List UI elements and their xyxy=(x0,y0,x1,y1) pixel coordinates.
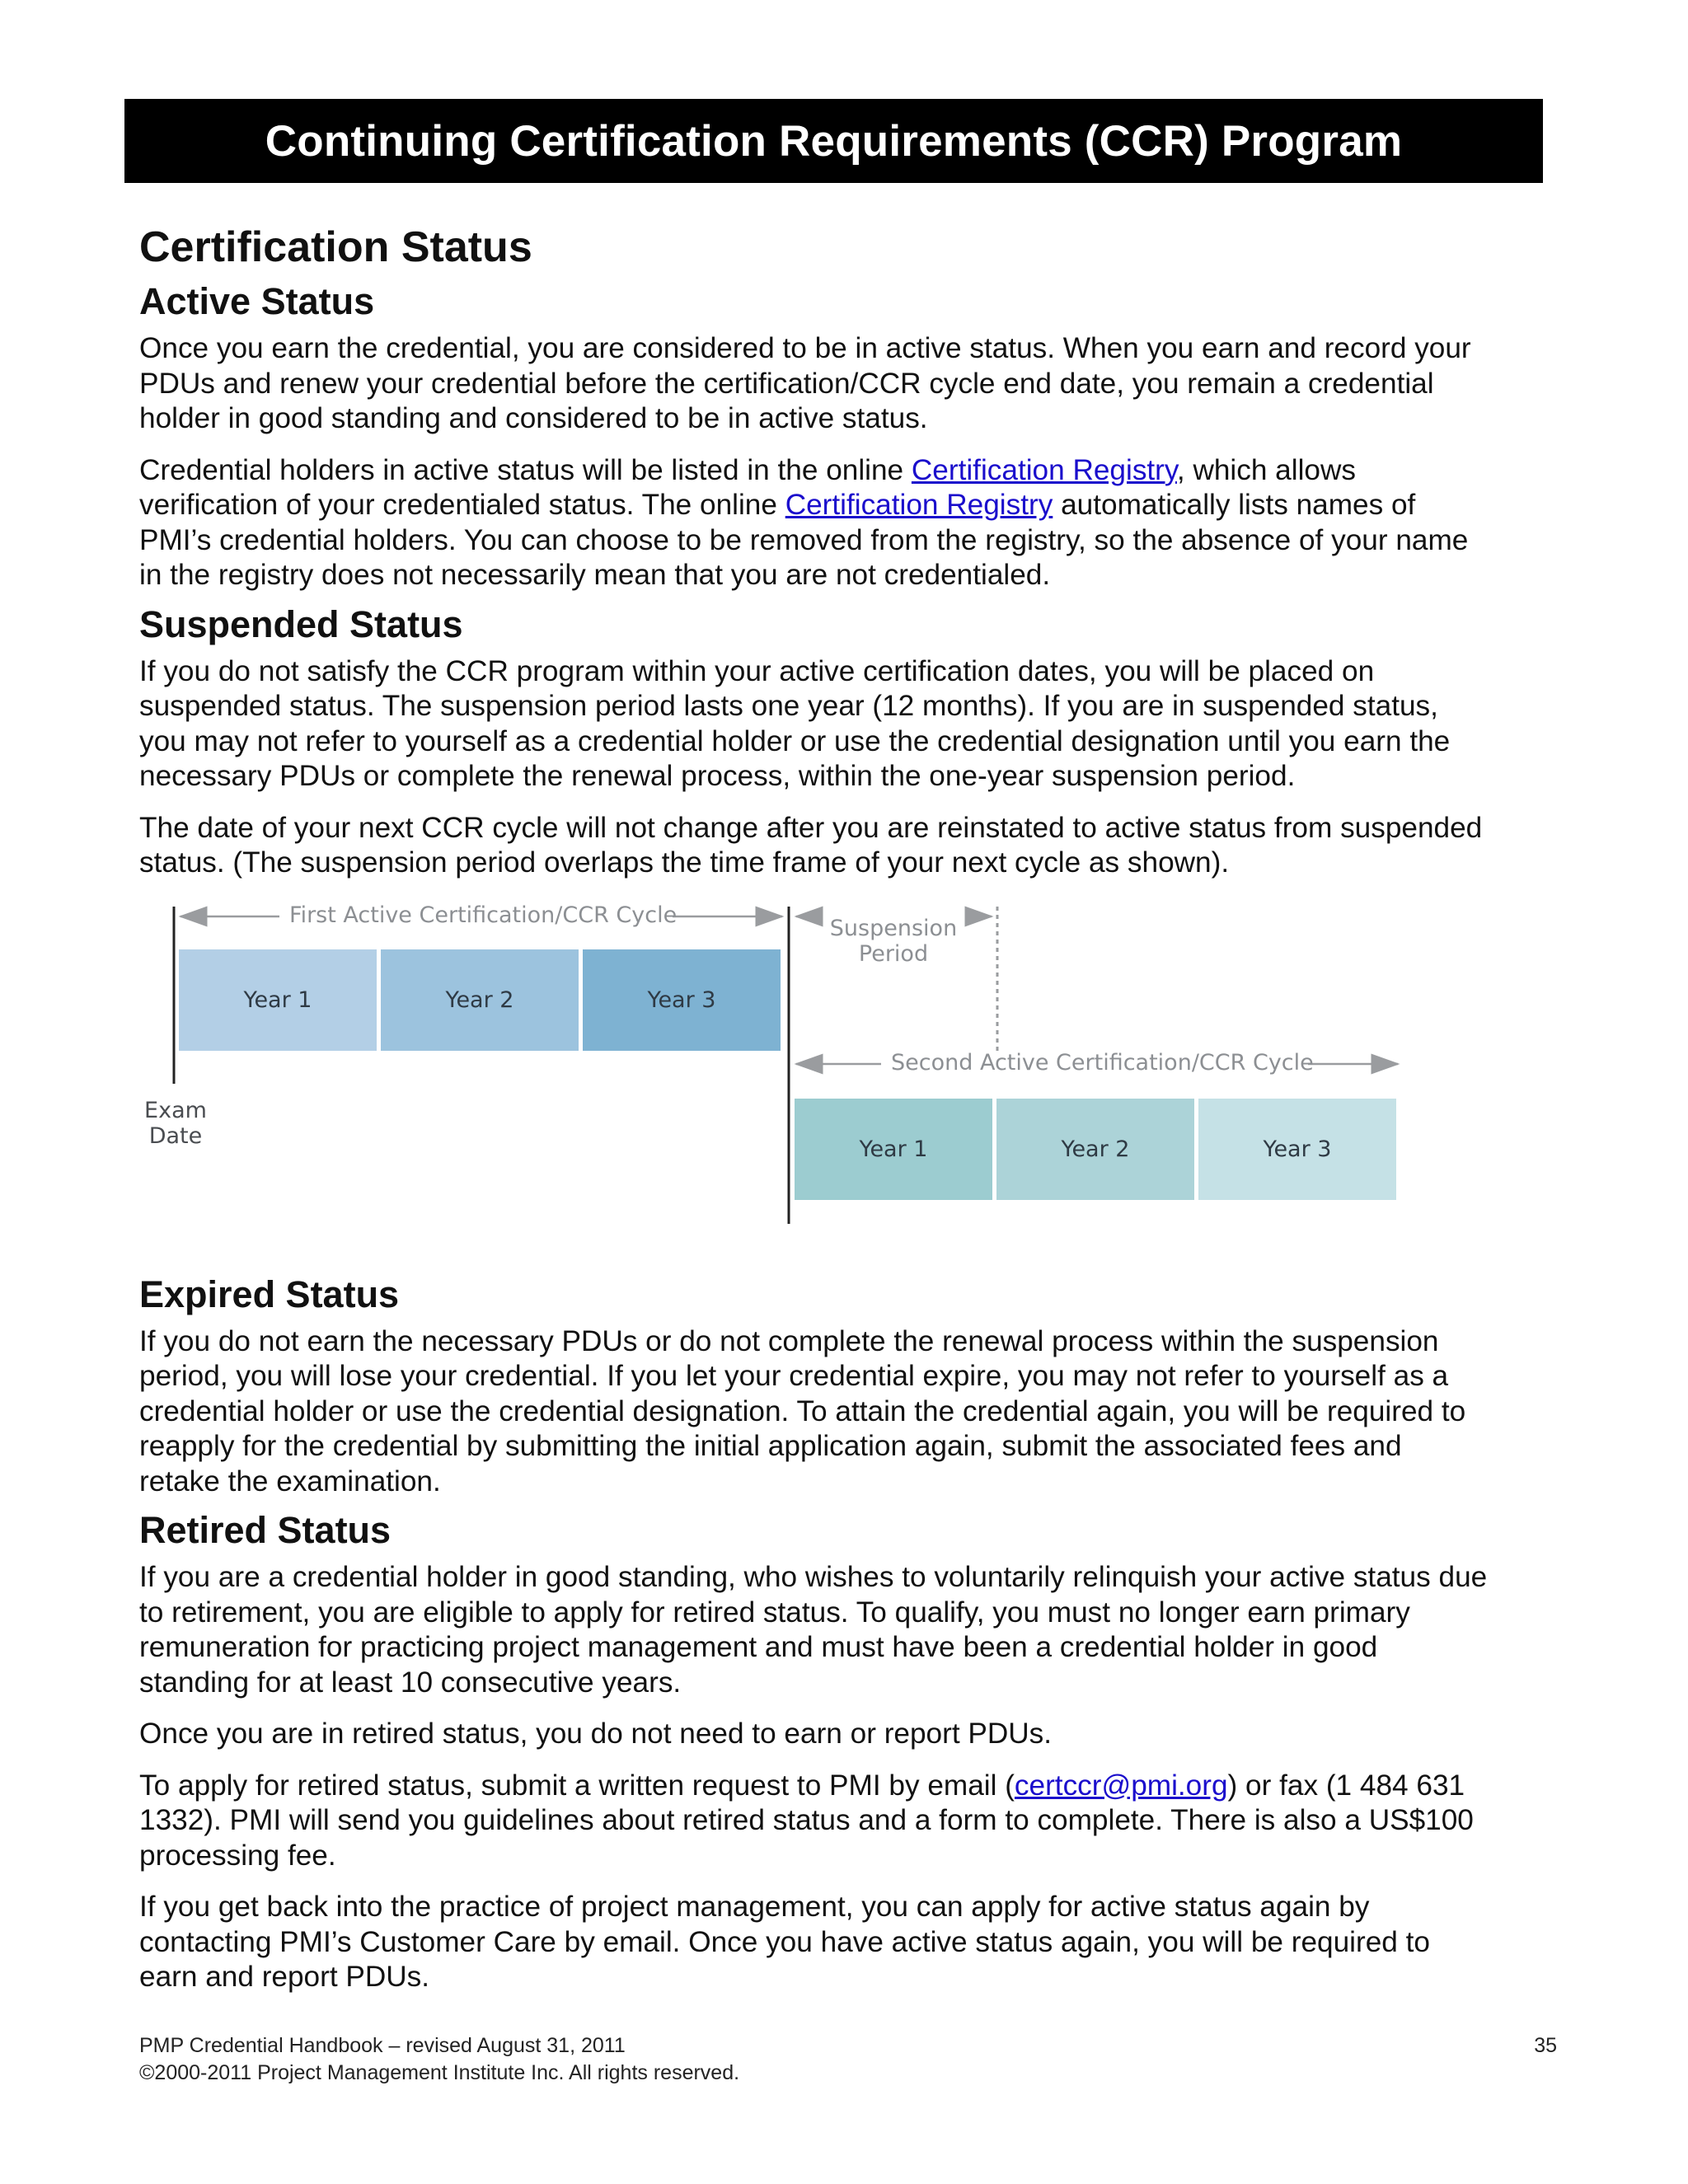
page-footer xyxy=(139,2032,1557,2087)
retired-paragraph-3: To apply for retired status, submit a written request to PMI by email (certccr@pmi.org) or fax (1 484 631 1332). PMI will send you guidelines about retired status and a form to complete. There is also a US$100 processing fee. xyxy=(139,1769,1474,1872)
page-title: Certification Status xyxy=(139,223,532,271)
first-cycle-year-3: Year 3 xyxy=(583,949,781,1051)
second-cycle-year-1: Year 1 xyxy=(795,1099,992,1200)
second-cycle-year-2: Year 2 xyxy=(996,1099,1194,1200)
certification-registry-link[interactable]: Certification Registry xyxy=(911,453,1177,486)
certification-registry-link-2[interactable]: Certification Registry xyxy=(785,489,1053,521)
footer-copyright-line: ©2000-2011 Project Management Institute Inc. All rights reserved. xyxy=(139,2061,740,2084)
certccr-email-link[interactable]: certccr@pmi.org xyxy=(1014,1769,1228,1802)
active-paragraph-1: Once you earn the credential, you are considered to be in active status. When you earn and record your PDUs and renew your credential before the certification/CCR cycle end date, you remain a credential holder in good standing and considered to be in active status. xyxy=(139,332,1471,434)
suspended-paragraph-2: The date of your next CCR cycle will not change after you are reinstated to active status from suspended status. (The suspension period overlaps the time frame of your next cycle as shown). xyxy=(139,811,1483,879)
second-cycle-year-3: Year 3 xyxy=(1198,1099,1396,1200)
suspension-label: Suspension Period xyxy=(829,915,958,967)
expired-paragraph-1: If you do not earn the necessary PDUs or do not complete the renewal process within the suspension period, you will lose your credential. If you let your credential expire, you may not refer to yourself as a credential holder or use the credential designation. To attain the credential again, you will be required to reapply for the credential by submitting the initial application again, submit the associated fees and retake the examination. xyxy=(139,1324,1466,1497)
exam-date-label: Exam Date xyxy=(144,1097,207,1149)
ccr-cycle-diagram xyxy=(139,902,1425,1265)
active-paragraph-2: Credential holders in active status will be listed in the online Certification Registry, which allows verification of your credentialed status. The online Certification Registry automatically lists names of PMI’s credential holders. You can choose to be removed from the registry, so the absence of your name in the registry does not necessarily mean that you are not credentialed. xyxy=(139,453,1469,591)
suspended-paragraph-1: If you do not satisfy the CCR program within your active certification dates, you will be placed on suspended status. The suspension period lasts one year (12 months). If you are in suspended status, you may not refer to yourself as a credential holder or use the credential designation until you earn the necessary PDUs or complete the renewal process, within the one-year suspension period. xyxy=(139,654,1451,792)
retired-status-heading: Retired Status xyxy=(139,1509,392,1551)
first-cycle-label: First Active Certification/CCR Cycle xyxy=(289,902,678,928)
first-cycle-year-1: Year 1 xyxy=(179,949,377,1051)
retired-paragraph-4: If you get back into the practice of project management, you can apply for active status again by contacting PMI’s Customer Care by email. Once you have active status again, you will be required to earn and report PDUs. xyxy=(139,1891,1430,1993)
expired-status-heading: Expired Status xyxy=(139,1272,400,1315)
retired-paragraph-2: Once you are in retired status, you do not need to earn or report PDUs. xyxy=(139,1718,1053,1750)
suspended-status-heading: Suspended Status xyxy=(139,602,463,645)
section-banner: Continuing Certification Requirements (CCR) Program xyxy=(124,99,1543,183)
page-content xyxy=(139,221,1557,1995)
second-cycle-label: Second Active Certification/CCR Cycle xyxy=(891,1049,1314,1076)
retired-paragraph-1: If you are a credential holder in good standing, who wishes to voluntarily relinquish your active status due to retirement, you are eligible to apply for retired status. To qualify, you must no longer earn primary remuneration for practicing project management and must have been a credential holder in good standing for at least 10 consecutive years. xyxy=(139,1561,1488,1699)
footer-handbook-line: PMP Credential Handbook – revised August 31, 2011 xyxy=(139,2034,626,2057)
page-number: 35 xyxy=(1534,2034,1557,2057)
first-cycle-year-2: Year 2 xyxy=(381,949,579,1051)
active-status-heading: Active Status xyxy=(139,280,375,322)
